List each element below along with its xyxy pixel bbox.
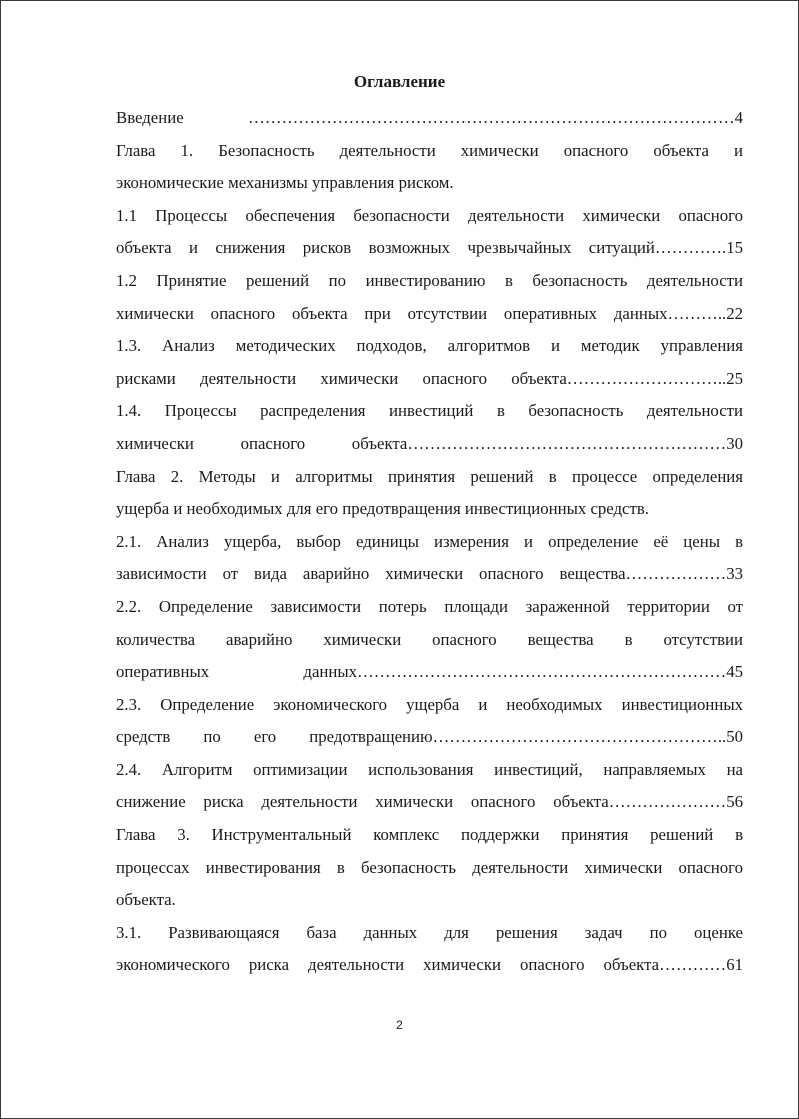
toc-line-2-1: 2.1. Анализ ущерба, выбор единицы измерения и определение её цены в bbox=[116, 531, 743, 551]
toc-line-chapter-1-cont: экономические механизмы управления риском. bbox=[116, 173, 454, 193]
page-number: 2 bbox=[396, 1018, 403, 1032]
toc-line-2-4: 2.4. Алгоритм оптимизации использования инвестиций, направляемых на bbox=[116, 759, 743, 779]
toc-line-3-1-cont: экономического риска деятельности химически опасного объекта…………61 bbox=[116, 955, 743, 975]
toc-line-chapter-2: Глава 2. Методы и алгоритмы принятия решений в процессе определения bbox=[116, 466, 743, 486]
toc-line-1-3: 1.3. Анализ методических подходов, алгоритмов и методик управления bbox=[116, 336, 743, 356]
toc-line-1-3-cont: рисками деятельности химически опасного объекта………………………..25 bbox=[116, 368, 743, 388]
toc-line-1-1: 1.1 Процессы обеспечения безопасности деятельности химически опасного bbox=[116, 205, 743, 225]
toc-line-2-2: 2.2. Определение зависимости потерь площади зараженной территории от bbox=[116, 596, 743, 616]
toc-line-chapter-3-cont: процессах инвестирования в безопасность деятельности химически опасного bbox=[116, 857, 743, 877]
toc-line-1-4: 1.4. Процессы распределения инвестиций в безопасность деятельности bbox=[116, 401, 743, 421]
toc-line-3-1: 3.1. Развивающаяся база данных для решения задач по оценке bbox=[116, 922, 743, 942]
toc-line-introduction: Введение ……………………………………………………………………………4 bbox=[116, 108, 743, 127]
toc-line-2-2-cont-2: оперативных данных…………………………………………………………45 bbox=[116, 662, 743, 682]
toc-line-1-4-cont: химически опасного объекта…………………………………………………30 bbox=[116, 433, 743, 453]
toc-line-2-1-cont: зависимости от вида аварийно химически опасного вещества………………33 bbox=[116, 564, 743, 584]
toc-line-2-3-cont: средств по его предотвращению……………………………………………..50 bbox=[116, 727, 743, 747]
toc-line-chapter-1: Глава 1. Безопасность деятельности химически опасного объекта и bbox=[116, 140, 743, 160]
page-title: Оглавление bbox=[353, 72, 446, 91]
toc-line-1-2-cont: химически опасного объекта при отсутствии оперативных данных………..22 bbox=[116, 303, 743, 323]
toc-line-chapter-3: Глава 3. Инструментальный комплекс поддержки принятия решений в bbox=[116, 825, 743, 845]
toc-line-chapter-3-cont-2: объекта. bbox=[116, 890, 176, 910]
toc-line-2-2-cont: количества аварийно химически опасного вещества в отсутствии bbox=[116, 629, 743, 649]
toc-line-chapter-2-cont: ущерба и необходимых для его предотвращения инвестиционных средств. bbox=[116, 499, 649, 519]
toc-line-1-2: 1.2 Принятие решений по инвестированию в безопасность деятельности bbox=[116, 270, 743, 290]
table-of-contents bbox=[116, 102, 743, 982]
toc-line-1-1-cont: объекта и снижения рисков возможных чрезвычайных ситуаций………….15 bbox=[116, 238, 743, 258]
toc-line-2-4-cont: снижение риска деятельности химически опасного объекта…………………56 bbox=[116, 792, 743, 812]
toc-line-2-3: 2.3. Определение экономического ущерба и необходимых инвестиционных bbox=[116, 694, 743, 714]
